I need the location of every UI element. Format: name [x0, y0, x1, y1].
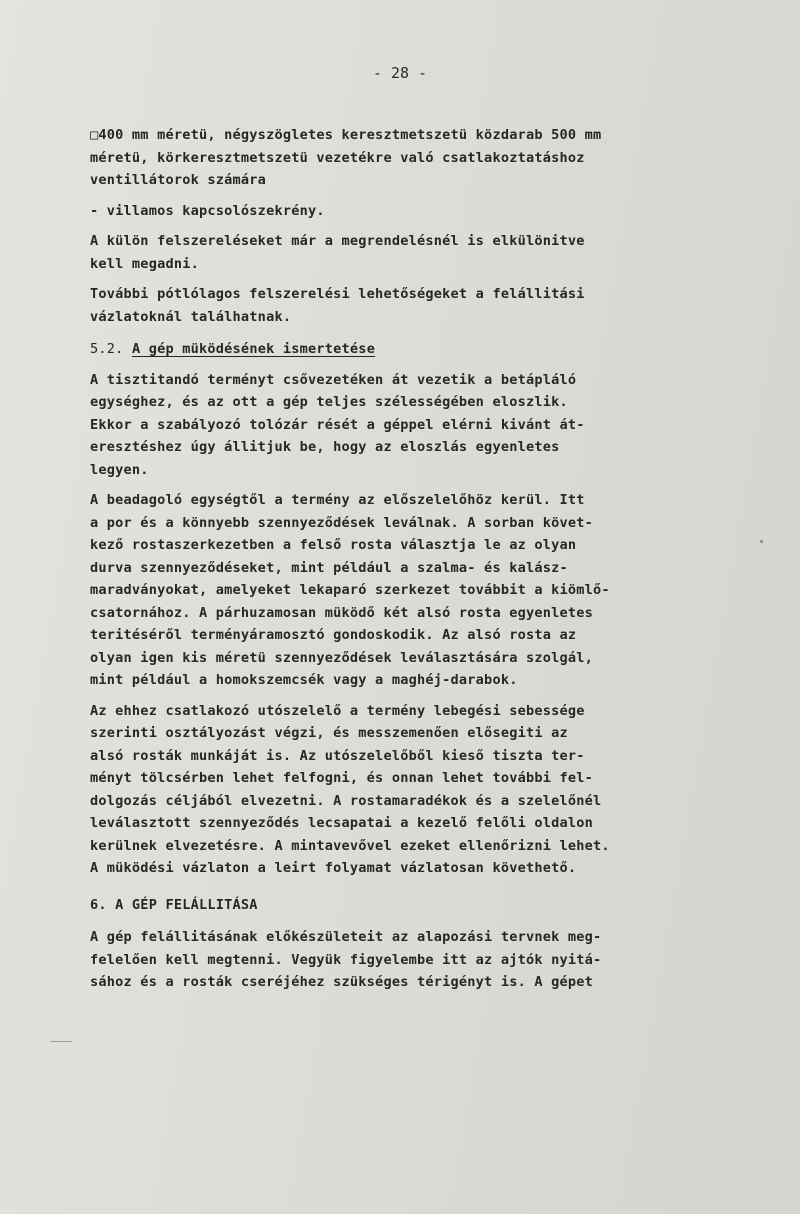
- text-line: Ekkor a szabályozó tolózár rését a géppel elérni kivánt át-: [90, 416, 585, 433]
- text-line: □400 mm méretü, négyszögletes keresztmetszetü közdarab 500 mm: [90, 127, 602, 143]
- section-title: A gép müködésének ismertetése: [131, 341, 376, 357]
- paragraph: [90, 283, 730, 328]
- text-line: kező rostaszerkezetben a felső rosta választja le az olyan: [90, 537, 577, 553]
- text-line: egységhez, és az ott a gép teljes szélességében eloszlik.: [90, 394, 568, 410]
- text-line: kerülnek elvezetésre. A mintavevővel ezeket ellenőrizni lehet.: [90, 837, 610, 854]
- text-line: legyen.: [90, 461, 149, 478]
- paragraph: [90, 230, 730, 275]
- text-line: A müködési vázlaton a leirt folyamat vázlatosan követhető.: [90, 860, 577, 876]
- text-line: mint például a homokszemcsék vagy a maghéj-darabok.: [90, 672, 518, 688]
- text-line: sához és a rosták cseréjéhez szükséges térigényt is. A gépet: [90, 974, 594, 990]
- text-line: kell megadni.: [90, 255, 199, 272]
- text-line: szerinti osztályozást végzi, és messzemenően elősegiti az: [90, 725, 568, 741]
- paragraph: [90, 369, 730, 482]
- text-line: felelően kell megtenni. Vegyük figyelembe itt az ajtók nyitá-: [90, 951, 602, 968]
- section-5-2-paragraphs: [90, 369, 730, 880]
- text-line: csatornához. A párhuzamosan müködő két alsó rosta egyenletes: [90, 604, 594, 621]
- intro-paragraphs: [90, 124, 730, 328]
- text-line: ventillátorok számára: [90, 172, 267, 188]
- section-6-paragraphs: [90, 926, 730, 994]
- text-line: ményt tölcsérben lehet felfogni, és onnan lehet további fel-: [90, 770, 594, 786]
- text-line: - villamos kapcsolószekrény.: [90, 202, 325, 219]
- paragraph: [90, 200, 730, 223]
- text-line: teritéséről terményáramosztó gondoskodik. Az alsó rosta az: [90, 627, 577, 643]
- text-line: a por és a könnyebb szennyeződések leválnak. A sorban követ-: [90, 514, 594, 531]
- page-number: - 28 -: [372, 64, 428, 82]
- text-line: A beadagoló egységtől a termény az előszelelőhöz kerül. Itt: [90, 492, 585, 508]
- text-line: Az ehhez csatlakozó utószelelő a termény lebegési sebessége: [90, 702, 585, 719]
- section-number: 5.2.: [90, 341, 124, 357]
- margin-pencil-mark: [50, 1041, 72, 1042]
- text-line: eresztéshez úgy állitjuk be, hogy az eloszlás egyenletes: [90, 439, 560, 455]
- text-line: A tisztitandó terményt csővezetéken át vezetik a betápláló: [90, 371, 577, 388]
- text-line: olyan igen kis méretü szennyeződések leválasztására szolgál,: [90, 649, 594, 666]
- text-line: durva szennyeződéseket, mint például a szalma- és kalász-: [90, 559, 568, 576]
- text-line: leválasztott szennyeződés lecsapatai a kezelő felőli oldalon: [90, 815, 594, 831]
- section-heading-6: 6. A GÉP FELÁLLITÁSA: [90, 896, 258, 913]
- paragraph: [90, 700, 730, 880]
- text-line: A gép felállitásának előkészületeit az alapozási tervnek meg-: [90, 929, 602, 945]
- text-line: A külön felszereléseket már a megrendelésnél is elkülönitve: [90, 233, 585, 249]
- text-line: vázlatoknál találhatnak.: [90, 308, 292, 325]
- text-line: alsó rosták munkáját is. Az utószelelőből kieső tiszta ter-: [90, 747, 585, 764]
- text-line: További pótlólagos felszerelési lehetőségeket a felállitási: [90, 286, 585, 302]
- paragraph: [90, 926, 730, 994]
- section-heading-5-2: [90, 338, 730, 361]
- text-line: maradványokat, amelyeket lekaparó szerkezet továbbit a kiömlő-: [90, 582, 610, 598]
- margin-dot-mark: [760, 540, 763, 543]
- text-line: dolgozás céljából elvezetni. A rostamaradékok és a szelelőnél: [90, 792, 602, 809]
- body-text: [90, 124, 730, 1002]
- text-line: méretü, körkeresztmetszetü vezetékre való csatlakoztatáshoz: [90, 149, 585, 166]
- paragraph: [90, 124, 730, 192]
- paragraph: [90, 489, 730, 692]
